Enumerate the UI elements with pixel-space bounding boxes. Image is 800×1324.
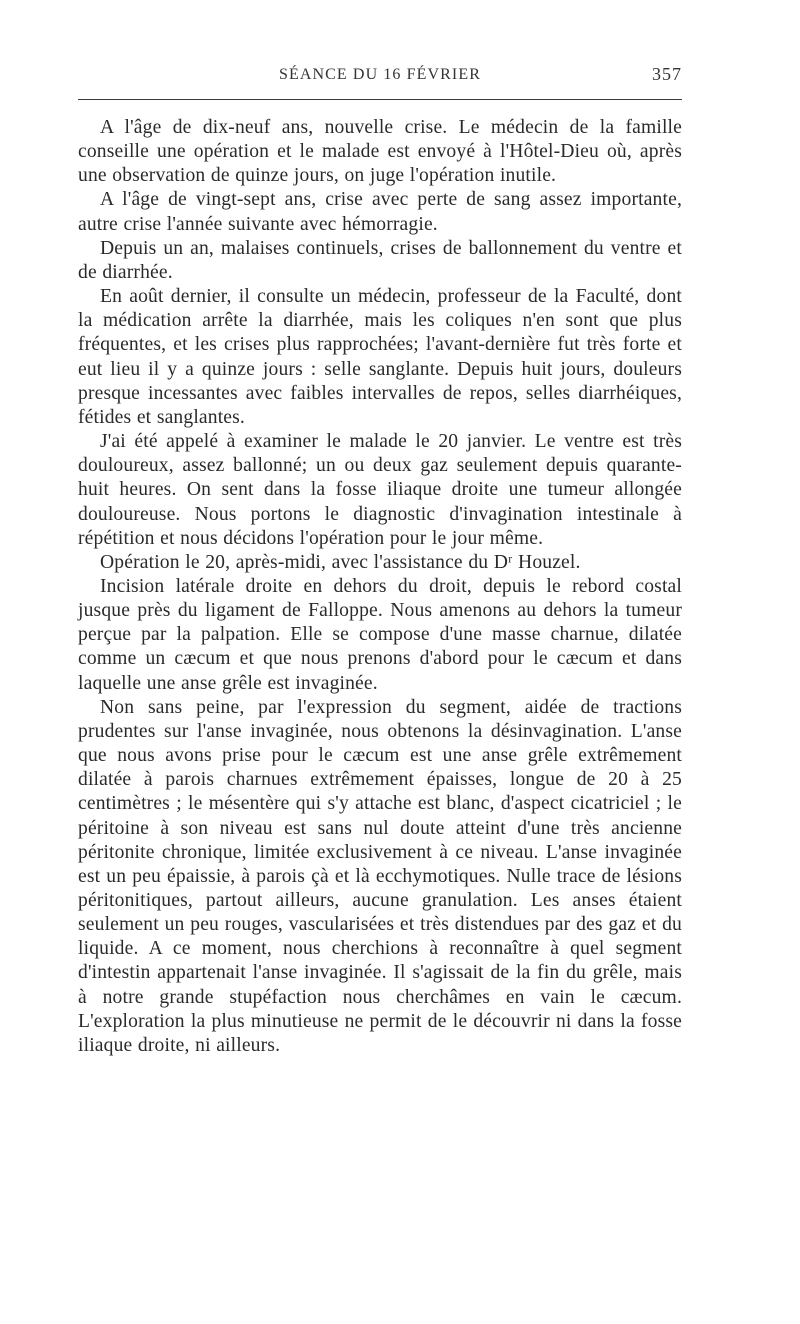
paragraph-6: Opération le 20, après-midi, avec l'assistance du Dʳ Houzel.	[100, 551, 581, 573]
paragraph-4: En août dernier, il consulte un médecin, professeur de la Faculté, dont la médication arrête la diarrhée, mais les coliques n'en sont que plus fréquentes, et les crises plus rapprochées; l'avant-dernière fut très forte et eut lieu il y a quinze jours : selle sanglante. Depuis huit jours, douleurs presque incessantes avec faibles intervalles de repos, selles diarrhéiques, fétides et sanglantes.	[78, 286, 682, 428]
paragraph-1: A l'âge de dix-neuf ans, nouvelle crise. Le médecin de la famille conseille une opération et le malade est envoyé à l'Hôtel-Dieu où, après une observation de quinze jours, on juge l'opération inutile.	[78, 117, 682, 187]
body-text	[78, 116, 682, 1058]
paragraph-3: Depuis un an, malaises continuels, crises de ballonnement du ventre et de diarrhée.	[78, 237, 682, 283]
header-rule	[78, 99, 682, 100]
paragraph-2: A l'âge de vingt-sept ans, crise avec perte de sang assez importante, autre crise l'année suivante avec hémorragie.	[78, 189, 682, 235]
page-number: 357	[652, 64, 682, 84]
paragraph-7: Incision latérale droite en dehors du droit, depuis le rebord costal jusque près du ligament de Falloppe. Nous amenons au dehors la tumeur perçue par la palpation. Elle se compose d'une masse charnue, dilatée comme un cæcum et que nous prenons d'abord pour le cæcum et dans laquelle une anse grêle est invaginée.	[78, 575, 682, 694]
running-header	[78, 62, 682, 88]
running-title: SÉANCE DU 16 FÉVRIER	[278, 66, 481, 83]
paragraph-8: Non sans peine, par l'expression du segment, aidée de tractions prudentes sur l'anse invaginée, nous obtenons la désinvagination. L'anse que nous avons prise pour le cæcum est une anse grêle extrêmement dilatée à parois charnues extrêmement épaisses, longue de 20 à 25 centimètres ; le mésentère qui s'y attache est blanc, d'aspect cicatriciel ; le péritoine à son niveau est sans nul doute atteint d'une très ancienne péritonite chronique, limitée exclusivement à ce niveau. L'anse invaginée est un peu épaissie, à parois çà et là ecchymotiques. Nulle trace de lésions péritonitiques, partout ailleurs, aucune granulation. Les anses étaient seulement un peu rouges, vascularisées et très distendues par des gaz et du liquide. A ce moment, nous cherchions à reconnaître à quel segment d'intestin appartenait l'anse invaginée. Il s'agissait de la fin du grêle, mais à notre grande stupéfaction nous cherchâmes en vain le cæcum. L'exploration la plus minutieuse ne permit de le découvrir ni dans la fosse iliaque droite, ni ailleurs.	[78, 696, 682, 1056]
paragraph-5: J'ai été appelé à examiner le malade le 20 janvier. Le ventre est très douloureux, assez ballonné; un ou deux gaz seulement depuis quarante-huit heures. On sent dans la fosse iliaque droite une tumeur allongée douloureuse. Nous portons le diagnostic d'invagination intestinale à répétition et nous décidons l'opération pour le jour même.	[78, 431, 682, 549]
